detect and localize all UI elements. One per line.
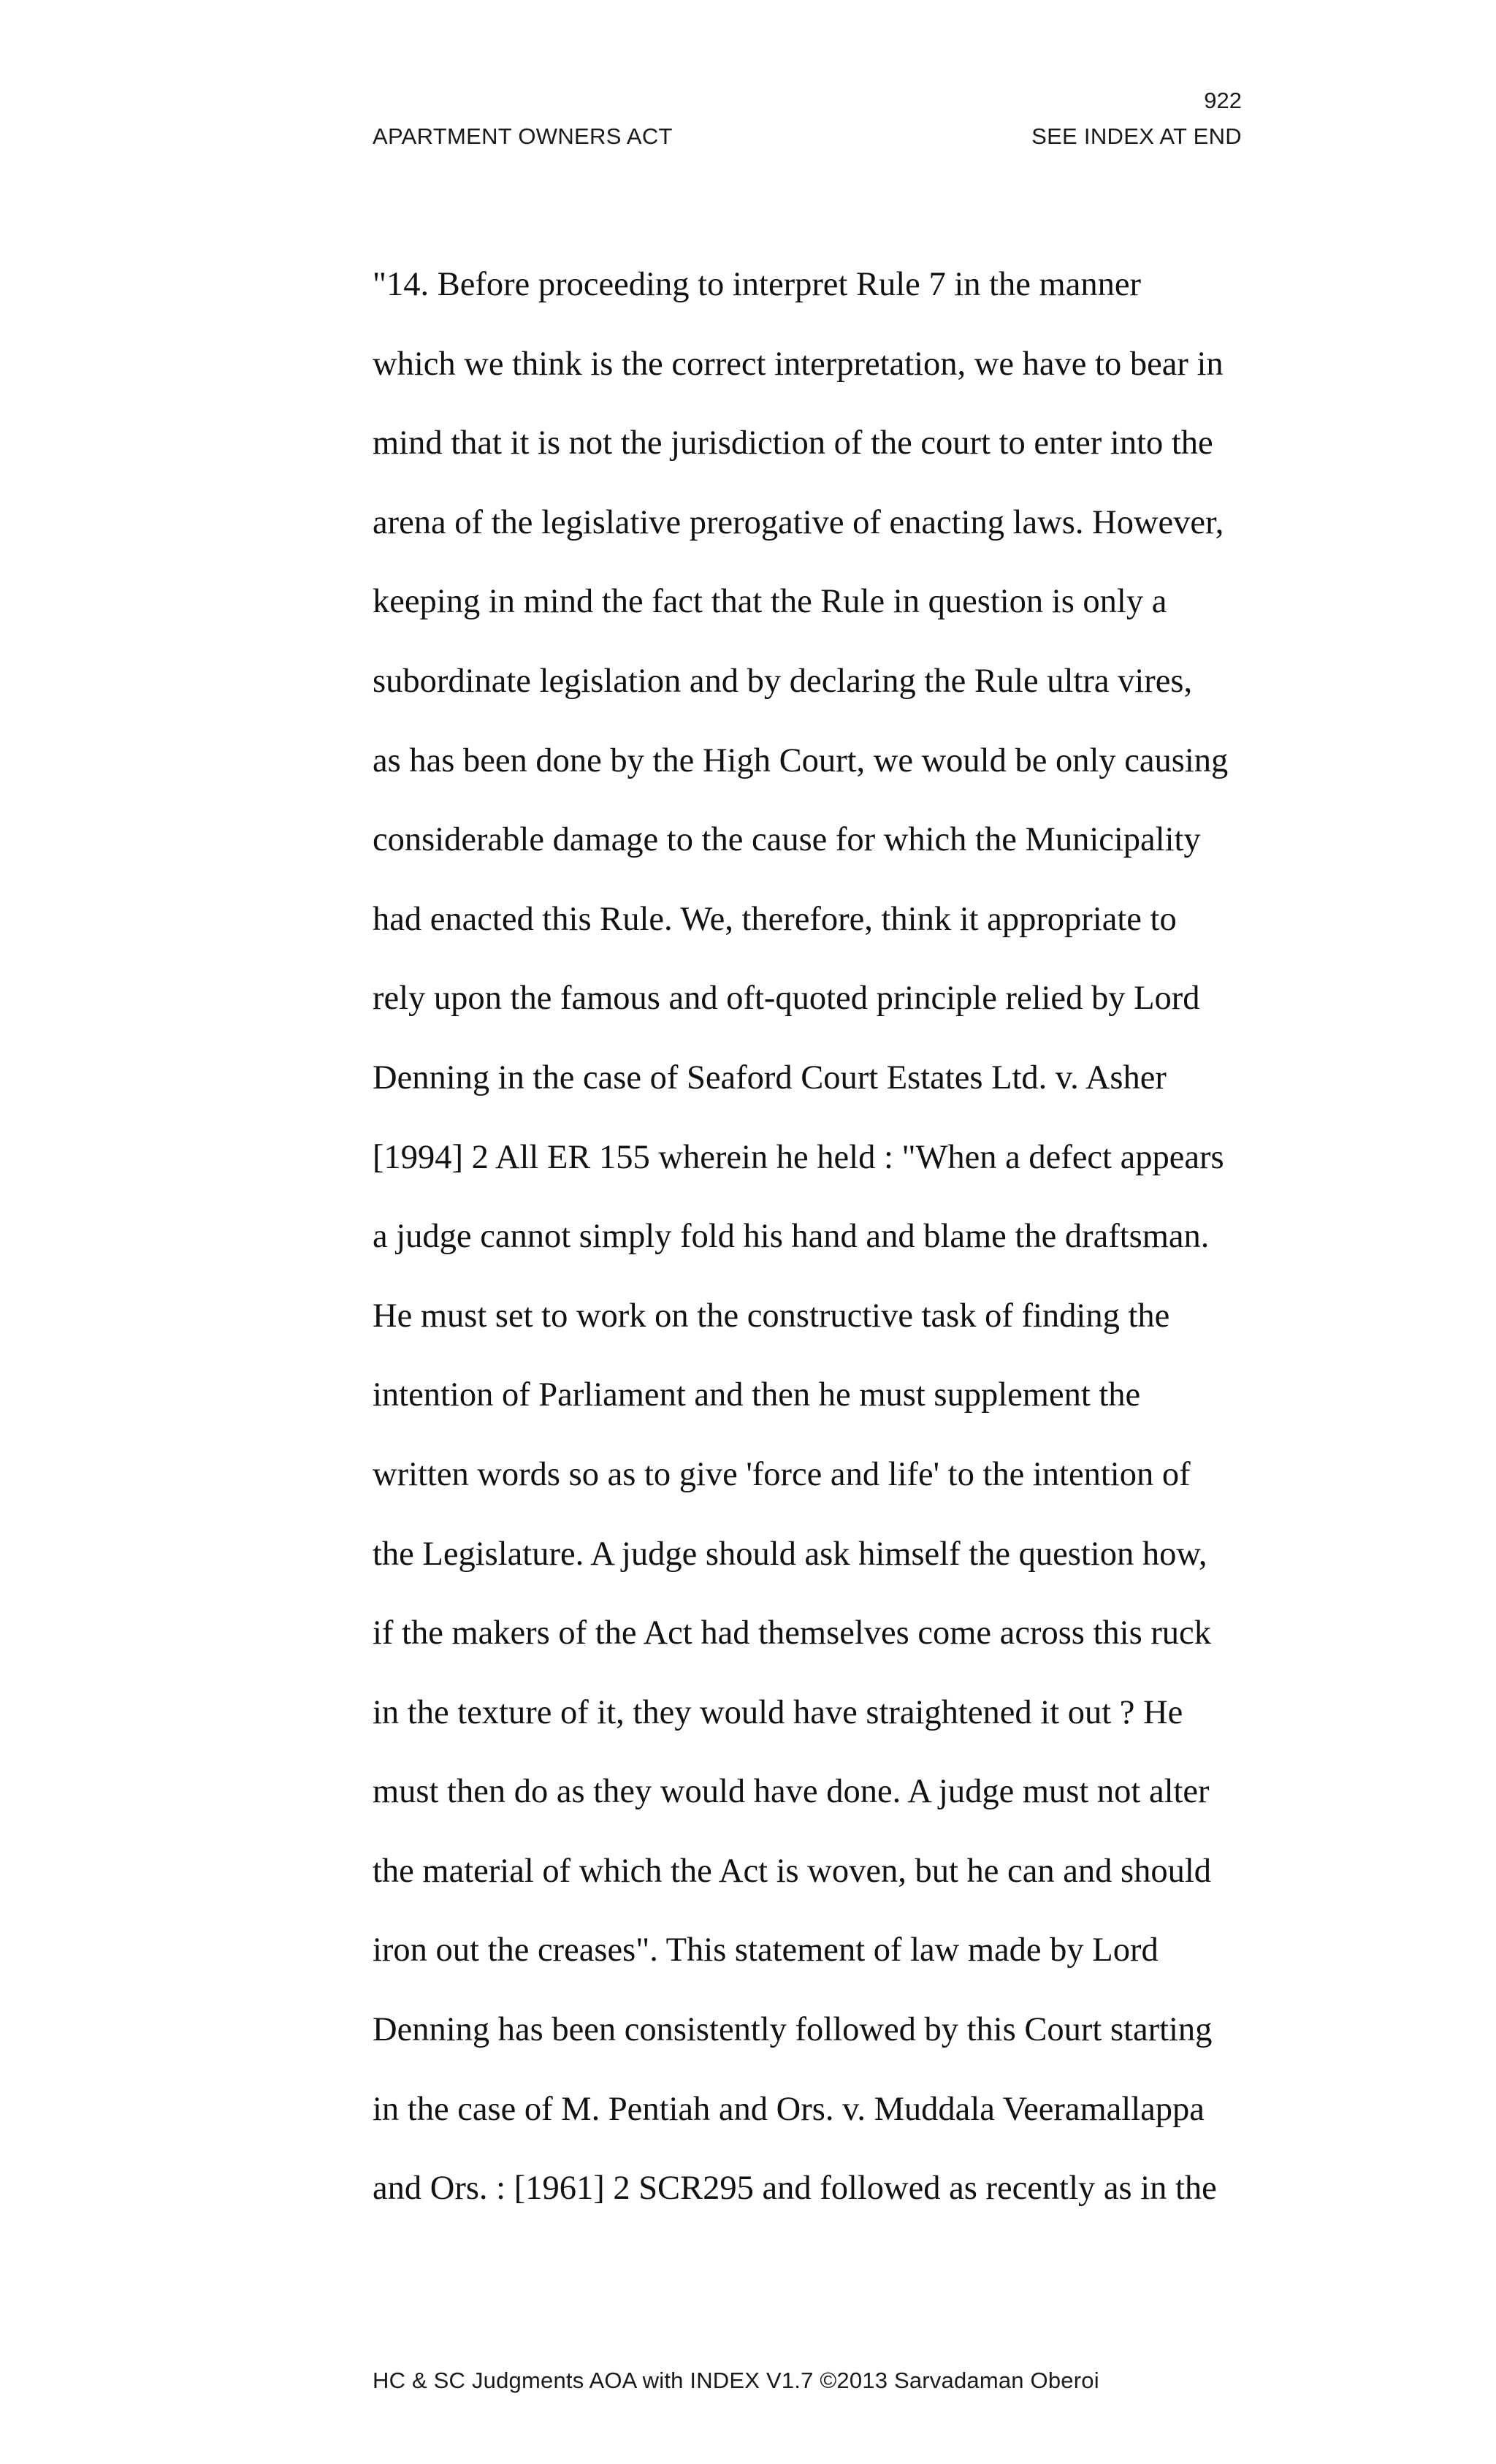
body-line: had enacted this Rule. We, therefore, think it appropriate to xyxy=(373,900,1177,938)
body-line: must then do as they would have done. A judge must not alter xyxy=(373,1773,1210,1811)
body-line: in the texture of it, they would have straightened it out ? He xyxy=(373,1693,1183,1731)
body-line: arena of the legislative prerogative of enacting laws. However, xyxy=(373,503,1224,541)
body-line: a judge cannot simply fold his hand and blame the draftsman. xyxy=(373,1218,1210,1256)
running-header-left: APARTMENT OWNERS ACT xyxy=(373,123,673,149)
body-line: the material of which the Act is woven, but he can and should xyxy=(373,1852,1211,1890)
body-line: the Legislature. A judge should ask himself the question how, xyxy=(373,1535,1207,1573)
body-line: intention of Parliament and then he must supplement the xyxy=(373,1376,1141,1414)
running-header-right: SEE INDEX AT END xyxy=(1031,123,1242,149)
body-line: which we think is the correct interpretation, we have to bear in xyxy=(373,345,1224,383)
body-line: "14. Before proceeding to interpret Rule 7 in the manner xyxy=(373,266,1141,303)
body-line: considerable damage to the cause for which the Municipality xyxy=(373,821,1201,859)
page-number: 922 xyxy=(1204,88,1242,113)
body-line: and Ors. : [1961] 2 SCR295 and followed as recently as in the xyxy=(373,2170,1217,2208)
body-line: Denning has been consistently followed by this Court starting xyxy=(373,2011,1213,2049)
body-text xyxy=(373,259,1242,2243)
body-line: in the case of M. Pentiah and Ors. v. Muddala Veeramallappa xyxy=(373,2090,1205,2128)
body-line: [1994] 2 All ER 155 wherein he held : "When a defect appears xyxy=(373,1138,1224,1176)
body-line: if the makers of the Act had themselves come across this ruck xyxy=(373,1614,1211,1652)
body-line: He must set to work on the constructive task of finding the xyxy=(373,1297,1170,1335)
body-line: keeping in mind the fact that the Rule in question is only a xyxy=(373,583,1167,621)
body-line: rely upon the famous and oft-quoted principle relied by Lord xyxy=(373,980,1200,1018)
body-line: subordinate legislation and by declaring the Rule ultra vires, xyxy=(373,662,1193,700)
body-line: Denning in the case of Seaford Court Estates Ltd. v. Asher xyxy=(373,1059,1167,1096)
body-line: written words so as to give 'force and life' to the intention of xyxy=(373,1455,1191,1493)
running-footer: HC & SC Judgments AOA with INDEX V1.7 ©2013 Sarvadaman Oberoi xyxy=(373,2368,1099,2393)
body-line: mind that it is not the jurisdiction of the court to enter into the xyxy=(373,424,1213,462)
body-line: iron out the creases". This statement of law made by Lord xyxy=(373,1931,1159,1969)
body-line: as has been done by the High Court, we would be only causing xyxy=(373,741,1229,779)
